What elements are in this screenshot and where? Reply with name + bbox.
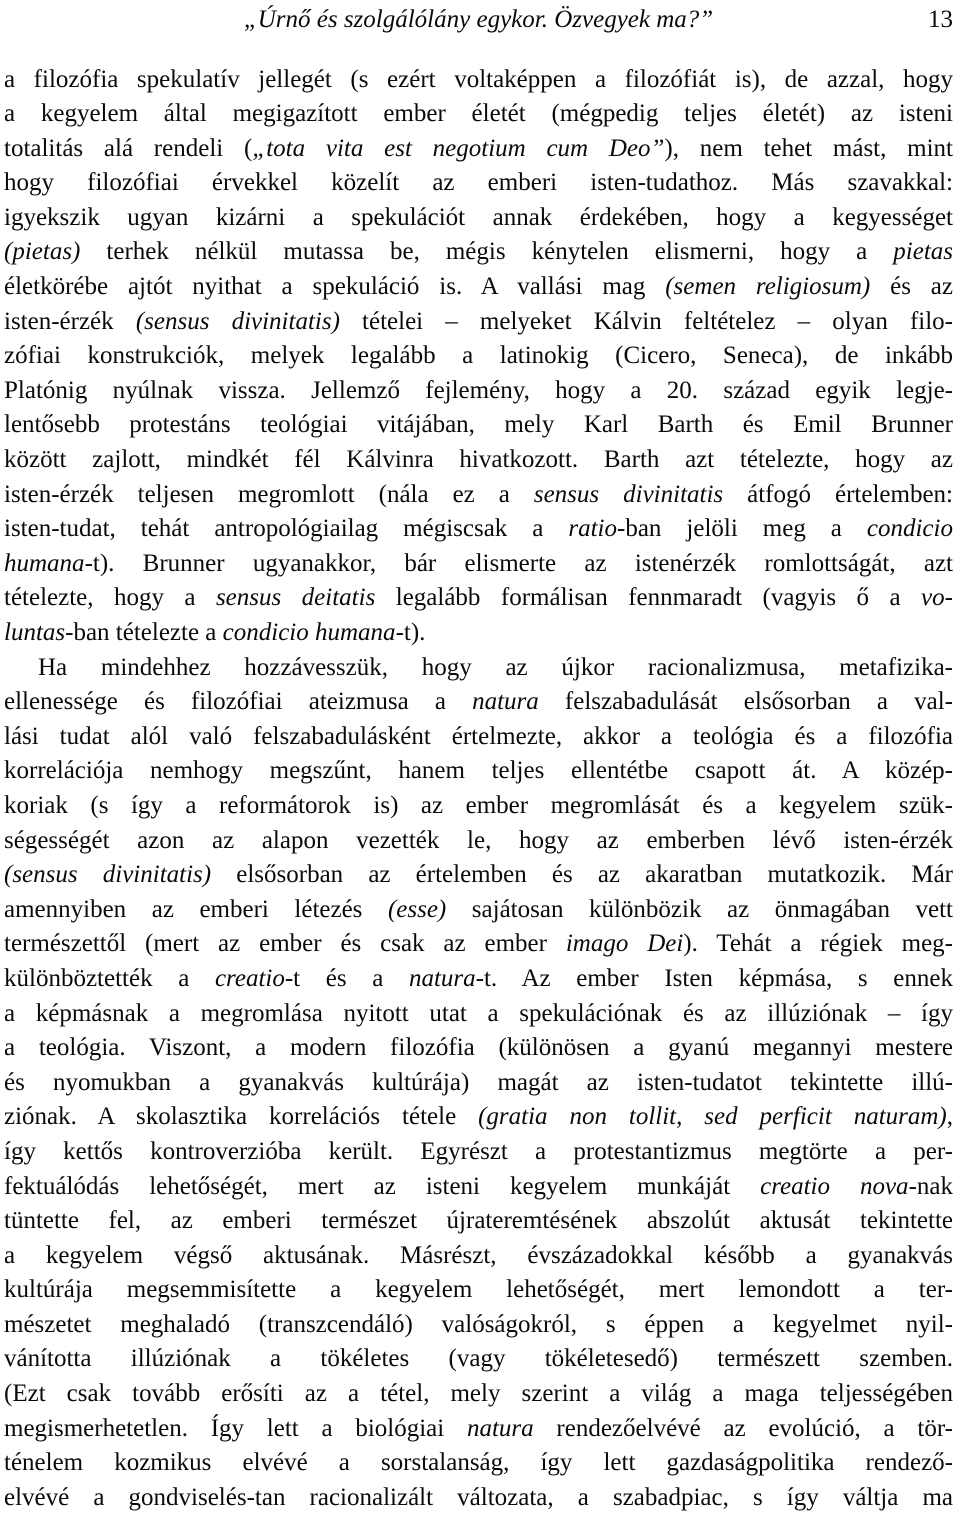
italic-term: (esse) [387,895,447,923]
text-run: -t). [395,619,426,646]
italic-term: luntas [4,619,66,646]
text-run: átfogó értelemben: [723,480,953,508]
text-line: (Ezt csak tovább erősíti az a tétel, mely szerint a világ a maga teljességében [4,1380,953,1408]
running-title: „Úrnő és szolgálólány egykor. Özvegyek ma?” [243,6,714,33]
italic-term: imago Dei [565,930,684,958]
italic-term: natura [472,688,539,716]
text-line: a filozófia spekulatív jellegét (s ezért voltaképpen a filozófiát is), de azzal, hogy [4,65,953,93]
text-line: a képmásnak a megromlása nyitott utat a spekulációnak és az illúziónak – így [4,999,953,1027]
text-line [4,305,953,340]
italic-term: ratio [568,515,617,543]
italic-term: (sensus divinitatis) [135,307,340,335]
text-run: életkörébe ajtót nyithat a spekuláció is. A vallási mag [4,273,666,301]
text-line: lentősebb protestáns teológiai vitájában, mely Karl Barth és Emil Brunner [4,411,953,439]
text-run: fektuálódás lehetőségét, mert az isteni kegyelem munkáját [4,1172,761,1200]
text-run: isten-érzék teljesen megromlott (nála ez a [4,480,534,508]
text-run: felszabadulását elsősorban a val- [538,688,953,716]
text-line [4,616,953,651]
text-line: elvévé a gondviselés-tan racionalizált változata, a szabadpiac, s így váltja ma [4,1483,953,1511]
text-run: isten-érzék [4,307,136,335]
text-line: Platónig nyúlnak vissza. Jellemző fejlemény, hogy a 20. század egyik legje- [4,376,953,404]
text-line [4,962,953,997]
italic-term: creatio nova [760,1172,909,1200]
page-number: 13 [928,6,953,33]
text-run: , [946,1103,953,1131]
text-line [4,235,953,270]
italic-term: natura [466,1414,534,1442]
text-line: lási tudat alól való felszabadulásként értelmezte, akkor a teológia és a filozófia [4,722,953,750]
italic-term: condicio [866,515,953,543]
body-text [4,63,953,1516]
italic-term: sensus divinitatis [533,480,724,508]
text-run: ). Tehát a régiek meg- [683,930,953,958]
text-run: és az [870,273,953,301]
text-line: a kegyelem végső aktusának. Másrészt, évszázadokkal később a gyanakvás [4,1241,953,1269]
text-line [4,270,953,305]
text-line: zófiai konstrukciók, melyek legalább a latinokig (Cicero, Seneca), de inkább [4,342,953,370]
paragraph [4,651,953,1516]
text-line: és nyomukban a gyanakvás kultúrája) magát az isten-tudatot tekintette illú- [4,1068,953,1096]
text-line [4,581,953,616]
text-line [4,478,953,513]
italic-term: creatio [214,964,285,992]
text-line: tüntette fel, az emberi természet újrateremtésének abszolút aktusát tekintette [4,1207,953,1235]
italic-term: sensus deitatis [215,584,376,612]
text-line [4,547,953,582]
text-line: kultúrája megsemmisítette a kegyelem lehetőségét, mert lemondott a ter- [4,1276,953,1304]
text-run: rendezőelvévé az evolúció, a tör- [533,1414,953,1442]
text-run: isten-tudat, tehát antropológiailag mégiscsak a [4,515,569,543]
text-run: -ban tételezte a [65,619,223,646]
italic-term: „tota vita est negotium cum Deo” [252,134,665,162]
italic-term: (sensus divinitatis) [4,861,212,889]
text-run: totalitás alá rendeli ( [4,134,253,162]
text-line [4,685,953,720]
text-line: között zajlott, mindkét fél Kálvinra hivatkozott. Barth azt tételezte, hogy az [4,446,953,474]
italic-term: condicio humana [222,619,396,646]
text-line: mészetet meghaladó (transzcendáló) valóságokról, s éppen a kegyelmet nyil- [4,1310,953,1338]
text-run: különböztették a [4,964,215,992]
text-line: a teológia. Viszont, a modern filozófia (különösen a gyanú megannyi mestere [4,1034,953,1062]
text-line [4,893,953,928]
text-run: természettől (mert az ember és csak az ember [4,930,566,958]
italic-term: vo- [921,584,953,612]
text-line [4,1412,953,1447]
italic-term: pietas [893,238,953,266]
paragraph [4,63,953,651]
text-line: igyekszik ugyan kizárni a spekulációt annak érdekében, hogy a kegyességet [4,203,953,231]
text-run: amennyiben az emberi létezés [4,895,388,923]
italic-term: humana [4,549,85,577]
text-run: elsősorban az értelemben és az akaratban mutatkozik. Már [211,861,953,889]
text-line: ségességét azon az alapon vezették le, hogy az emberben lévő isten-érzék [4,826,953,854]
text-line: vánította illúziónak a tökéletes (vagy tökéletesedő) természett szemben. [4,1345,953,1373]
italic-term: (pietas) [4,238,81,266]
text-run: megismerhetetlen. Így lett a biológiai [4,1414,467,1442]
text-run: legalább formálisan fennmaradt (vagyis ő a [375,584,922,612]
text-run: tételei – melyeket Kálvin feltételez – olyan filo- [339,307,953,335]
text-run: -ban jelöli meg a [617,515,867,543]
text-run: sajátosan különbözik az önmagában vett [446,895,953,923]
text-line: így kettős kontroverzióba került. Egyrészt a protestantizmus megtörte a per- [4,1137,953,1165]
text-line: ténelem kozmikus elvévé a sorstalanság, így lett gazdaságpolitika rendező- [4,1449,953,1477]
text-line: hogy filozófiai érvekkel közelít az emberi isten-tudathoz. Más szavakkal: [4,169,953,197]
text-line [4,132,953,167]
page-header [4,3,953,38]
text-line: korrelációja nemhogy megszűnt, hanem teljes ellentétbe csapott át. A közép- [4,757,953,785]
italic-term: (semen religiosum) [665,273,871,301]
text-line: Ha mindehhez hozzávesszük, hogy az újkor racionalizmusa, metafizika- [38,653,953,681]
text-run: tételezte, hogy a [4,584,216,612]
italic-term: natura [408,964,476,992]
text-line [4,512,953,547]
text-run: -t és a [284,964,409,992]
italic-term: (gratia non tollit, sed perficit naturam) [478,1103,947,1131]
text-run: ellenessége és filozófiai ateizmusa a [4,688,473,716]
text-run: ziónak. A skolasztika korrelációs tétele [4,1103,479,1131]
text-line [4,1100,953,1135]
text-run: terhek nélkül mutassa be, mégis kénytelen elismerni, hogy a [80,238,894,266]
text-run: -t). Brunner ugyanakkor, bár elismerte az istenérzék romlottságát, azt [84,549,953,577]
text-line: koriak (s így a reformátorok is) az ember megromlását és a kegyelem szük- [4,791,953,819]
text-line [4,858,953,893]
text-run: ), nem tehet mást, mint [664,134,953,162]
text-line [4,1170,953,1205]
text-line: a kegyelem által megigazított ember életét (mégpedig teljes életét) az isteni [4,100,953,128]
text-run: -nak [908,1172,953,1200]
text-line [4,927,953,962]
text-run: -t. Az ember Isten képmása, s ennek [475,964,953,992]
